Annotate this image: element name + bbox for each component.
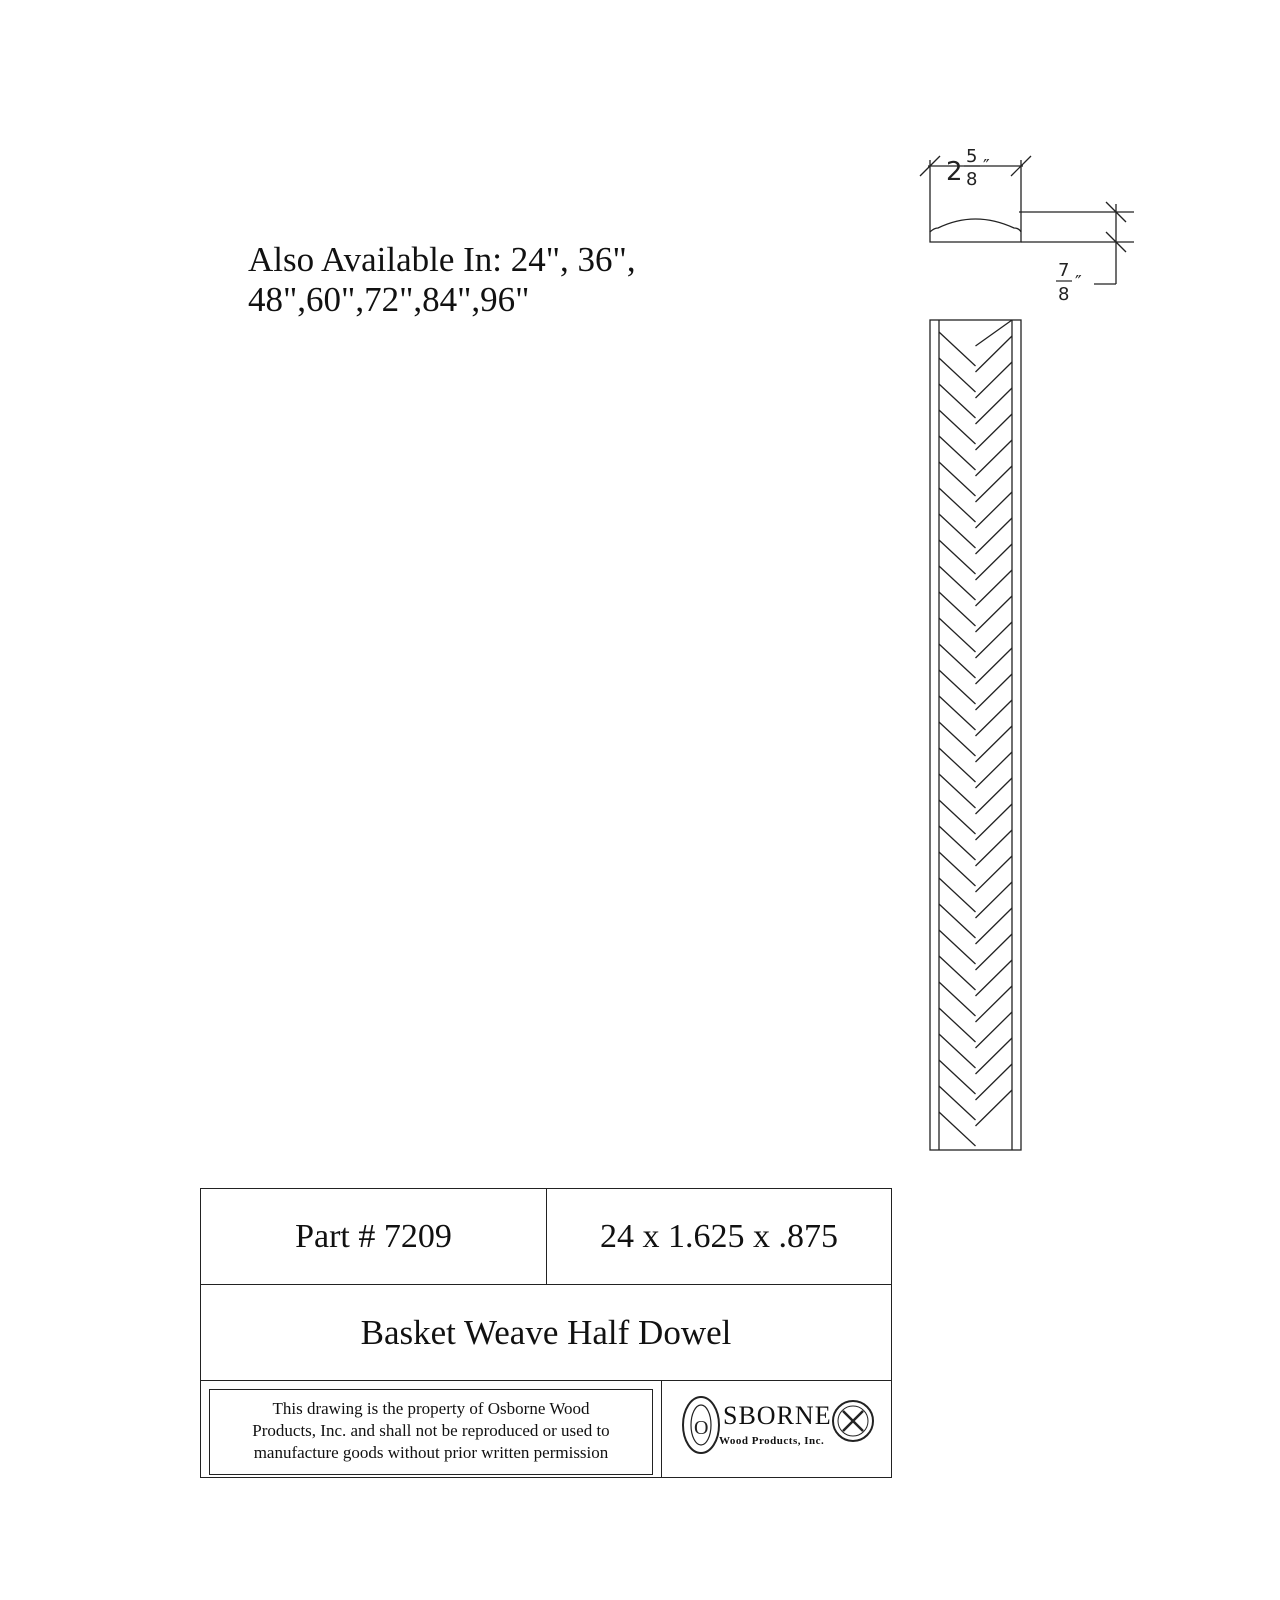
- weave-stroke: [939, 592, 976, 626]
- thickness-numerator: 7: [1058, 260, 1070, 281]
- weave-stroke: [939, 1086, 976, 1120]
- copyright-line-2: Products, Inc. and shall not be reproduced or used to: [252, 1421, 610, 1440]
- weave-stroke: [939, 800, 976, 834]
- thickness-label: [1056, 260, 1082, 305]
- weave-stroke: [939, 670, 976, 704]
- weave-stroke: [939, 982, 976, 1016]
- weave-stroke: [939, 930, 976, 964]
- weave-stroke: [939, 410, 976, 444]
- width-unit: ″: [983, 156, 990, 177]
- weave-stroke: [939, 748, 976, 782]
- copyright-line-1: This drawing is the property of Osborne Wood: [272, 1399, 590, 1418]
- width-denominator: 8: [966, 169, 978, 190]
- copyright-notice: [209, 1389, 653, 1475]
- logo-subtitle: Wood Products, Inc.: [719, 1435, 825, 1447]
- basket-weave-pattern: [939, 320, 1012, 1146]
- availability-line-2: 48",60",72",84",96": [248, 280, 530, 319]
- weave-stroke: [939, 852, 976, 886]
- part-number: Part # 7209: [201, 1189, 547, 1284]
- weave-stroke: [939, 956, 976, 990]
- weave-stroke: [939, 358, 976, 392]
- weave-stroke: [939, 1060, 976, 1094]
- weave-stroke: [939, 540, 976, 574]
- weave-stroke: [939, 1112, 976, 1146]
- weave-stroke: [939, 878, 976, 912]
- weave-stroke: [939, 332, 976, 366]
- profile-outline: [930, 219, 1021, 242]
- copyright-line-3: manufacture goods without prior written permission: [253, 1443, 609, 1462]
- part-name: Basket Weave Half Dowel: [201, 1285, 891, 1381]
- part-size: 24 x 1.625 x .875: [600, 1217, 838, 1255]
- weave-stroke: [939, 514, 976, 548]
- weave-stroke: [939, 1008, 976, 1042]
- copyright-text: [210, 1398, 652, 1464]
- weave-stroke: [939, 462, 976, 496]
- weave-stroke: [939, 722, 976, 756]
- title-block: [200, 1188, 892, 1478]
- weave-stroke: [939, 436, 976, 470]
- thickness-unit: ″: [1075, 272, 1082, 293]
- logo-o-letter: O: [694, 1417, 709, 1439]
- title-block-divider: [661, 1381, 662, 1477]
- weave-stroke: [939, 618, 976, 652]
- weave-stroke: [939, 644, 976, 678]
- width-label: [946, 146, 990, 190]
- weave-stroke: [939, 1034, 976, 1068]
- weave-stroke: [939, 384, 976, 418]
- title-block-row-1: [201, 1189, 891, 1285]
- weave-stroke: [939, 904, 976, 938]
- weave-stroke: [939, 566, 976, 600]
- front-view: [930, 320, 1021, 1150]
- thickness-denominator: 8: [1058, 284, 1070, 305]
- width-whole: 2: [946, 157, 963, 187]
- weave-stroke: [939, 696, 976, 730]
- osborne-logo: [663, 1381, 891, 1477]
- weave-stroke: [939, 488, 976, 522]
- width-numerator: 5: [966, 146, 978, 167]
- weave-stroke: [939, 774, 976, 808]
- title-block-row-3: [201, 1381, 891, 1477]
- availability-line-1: Also Available In: 24", 36",: [248, 240, 636, 279]
- weave-stroke: [939, 826, 976, 860]
- logo-name: SBORNE: [723, 1401, 832, 1430]
